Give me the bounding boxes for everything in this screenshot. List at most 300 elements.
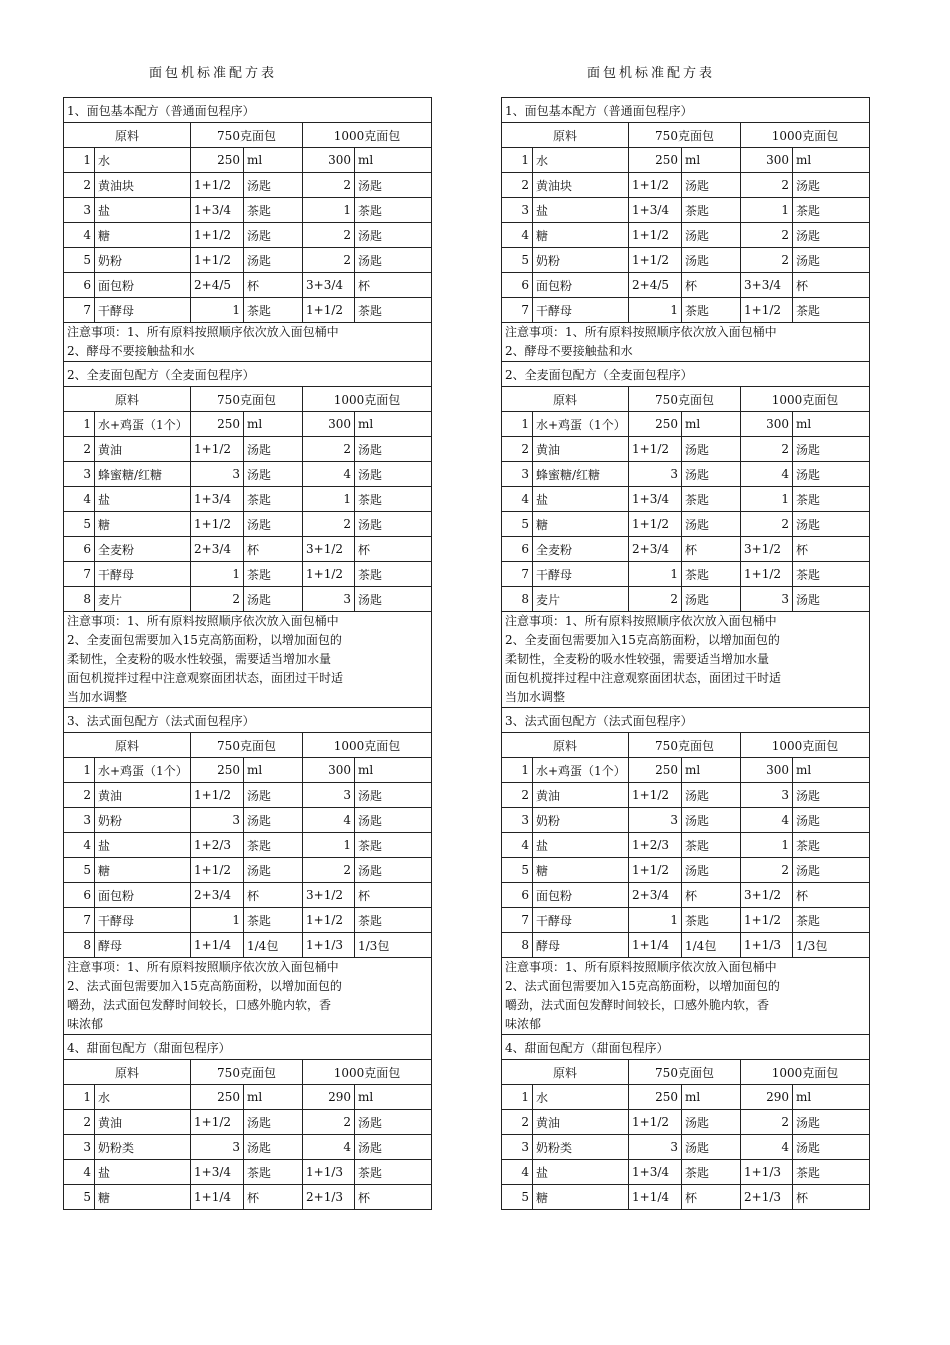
unit-750: 汤匙 <box>244 1135 303 1160</box>
amount-1000: 2 <box>741 223 793 248</box>
header-row <box>502 123 870 148</box>
row-number: 8 <box>64 933 95 958</box>
amount-1000: 2 <box>303 173 355 198</box>
table-row <box>502 808 870 833</box>
table-row <box>64 783 432 808</box>
table-row <box>64 487 432 512</box>
row-number: 2 <box>64 437 95 462</box>
amount-750: 250 <box>629 1085 682 1110</box>
row-number: 8 <box>64 587 95 612</box>
amount-1000: 2 <box>303 858 355 883</box>
amount-1000: 1+1/2 <box>741 562 793 587</box>
amount-750: 1+3/4 <box>629 198 682 223</box>
row-number: 2 <box>64 783 95 808</box>
unit-1000: 汤匙 <box>355 1110 432 1135</box>
unit-750: 汤匙 <box>682 462 741 487</box>
header-material: 原料 <box>502 1060 629 1085</box>
ingredient-name: 盐 <box>533 1160 629 1185</box>
recipe-title-row <box>64 708 432 733</box>
table-row <box>502 487 870 512</box>
note-line: 注意事项：1、所有原料按照顺序依次放入面包桶中 <box>505 614 777 628</box>
amount-1000: 3+1/2 <box>303 537 355 562</box>
amount-1000: 3+3/4 <box>741 273 793 298</box>
amount-750: 3 <box>191 808 244 833</box>
amount-1000: 2 <box>741 1110 793 1135</box>
unit-750: 汤匙 <box>682 1110 741 1135</box>
header-size-1000: 1000克面包 <box>303 1060 432 1085</box>
table-row <box>64 1160 432 1185</box>
unit-750: ml <box>244 1085 303 1110</box>
ingredient-name: 麦片 <box>95 587 191 612</box>
ingredient-name: 黄油 <box>533 437 629 462</box>
table-row <box>502 908 870 933</box>
amount-1000: 300 <box>303 758 355 783</box>
ingredient-name: 干酵母 <box>95 562 191 587</box>
ingredient-name: 糖 <box>533 512 629 537</box>
unit-1000: ml <box>355 758 432 783</box>
amount-750: 1 <box>629 908 682 933</box>
unit-1000: 杯 <box>355 883 432 908</box>
ingredient-name: 黄油块 <box>95 173 191 198</box>
amount-750: 2+4/5 <box>629 273 682 298</box>
amount-750: 250 <box>191 412 244 437</box>
amount-750: 1 <box>191 562 244 587</box>
header-size-750: 750克面包 <box>191 123 303 148</box>
amount-750: 1+1/2 <box>629 248 682 273</box>
unit-1000: 汤匙 <box>355 223 432 248</box>
row-number: 4 <box>502 1160 533 1185</box>
recipe-title-row <box>502 1035 870 1060</box>
unit-1000: 杯 <box>355 1185 432 1210</box>
unit-750: 汤匙 <box>682 437 741 462</box>
amount-1000: 3+1/2 <box>741 883 793 908</box>
note-line: 嚼劲，法式面包发酵时间较长，口感外脆内软，香 <box>67 998 332 1012</box>
amount-750: 1+1/2 <box>191 248 244 273</box>
recipe-title: 4、甜面包配方（甜面包程序） <box>502 1035 870 1060</box>
row-number: 1 <box>64 1085 95 1110</box>
row-number: 6 <box>502 273 533 298</box>
unit-750: 汤匙 <box>682 783 741 808</box>
unit-750: 杯 <box>244 883 303 908</box>
row-number: 1 <box>64 758 95 783</box>
table-row <box>502 1160 870 1185</box>
row-number: 7 <box>64 562 95 587</box>
unit-750: 汤匙 <box>244 808 303 833</box>
note-line: 2、酵母不要接触盐和水 <box>67 344 195 358</box>
row-number: 3 <box>502 808 533 833</box>
amount-750: 250 <box>629 758 682 783</box>
unit-750: 汤匙 <box>682 223 741 248</box>
ingredient-name: 黄油块 <box>533 173 629 198</box>
unit-750: 杯 <box>682 883 741 908</box>
unit-1000: 汤匙 <box>793 587 870 612</box>
header-size-750: 750克面包 <box>191 1060 303 1085</box>
header-size-1000: 1000克面包 <box>303 387 432 412</box>
amount-750: 1+1/2 <box>191 223 244 248</box>
amount-1000: 3+3/4 <box>303 273 355 298</box>
unit-1000: 茶匙 <box>355 487 432 512</box>
amount-750: 250 <box>629 148 682 173</box>
row-number: 5 <box>64 858 95 883</box>
recipe-notes <box>502 958 870 1035</box>
amount-1000: 3 <box>741 783 793 808</box>
row-number: 8 <box>502 587 533 612</box>
amount-1000: 2 <box>741 173 793 198</box>
note-line: 面包机搅拌过程中注意观察面团状态，面团过干时适 <box>67 671 344 685</box>
ingredient-name: 水 <box>533 148 629 173</box>
ingredient-name: 水+鸡蛋（1个） <box>533 412 629 437</box>
amount-1000: 2 <box>741 248 793 273</box>
amount-1000: 3+1/2 <box>303 883 355 908</box>
header-size-1000: 1000克面包 <box>303 123 432 148</box>
amount-1000: 290 <box>303 1085 355 1110</box>
amount-1000: 300 <box>303 148 355 173</box>
unit-1000: 汤匙 <box>793 512 870 537</box>
table-row <box>502 223 870 248</box>
ingredient-name: 面包粉 <box>533 273 629 298</box>
note-line: 2、法式面包需要加入15克高筋面粉，以增加面包的 <box>505 979 780 993</box>
amount-750: 1+1/4 <box>629 1185 682 1210</box>
table-row <box>502 1110 870 1135</box>
header-size-1000: 1000克面包 <box>741 1060 870 1085</box>
row-number: 5 <box>502 1185 533 1210</box>
ingredient-name: 糖 <box>95 1185 191 1210</box>
amount-1000: 2 <box>303 1110 355 1135</box>
ingredient-name: 糖 <box>533 1185 629 1210</box>
notes-row <box>64 323 432 362</box>
unit-750: 茶匙 <box>682 298 741 323</box>
amount-1000: 1+1/2 <box>303 908 355 933</box>
unit-1000: 汤匙 <box>793 437 870 462</box>
amount-750: 1+1/2 <box>629 783 682 808</box>
amount-750: 1+1/2 <box>629 173 682 198</box>
unit-750: 汤匙 <box>244 248 303 273</box>
amount-1000: 3 <box>303 587 355 612</box>
ingredient-name: 盐 <box>95 198 191 223</box>
note-line: 面包机搅拌过程中注意观察面团状态，面团过干时适 <box>505 671 782 685</box>
unit-750: 茶匙 <box>682 833 741 858</box>
amount-1000: 300 <box>303 412 355 437</box>
row-number: 2 <box>502 1110 533 1135</box>
unit-1000: 汤匙 <box>793 783 870 808</box>
amount-1000: 3 <box>303 783 355 808</box>
amount-1000: 2 <box>303 223 355 248</box>
row-number: 3 <box>64 462 95 487</box>
unit-750: 汤匙 <box>244 587 303 612</box>
unit-750: 杯 <box>682 1185 741 1210</box>
amount-750: 1+1/4 <box>191 1185 244 1210</box>
row-number: 1 <box>502 412 533 437</box>
unit-750: 汤匙 <box>244 462 303 487</box>
amount-750: 1+1/2 <box>629 858 682 883</box>
header-size-1000: 1000克面包 <box>741 387 870 412</box>
header-size-1000: 1000克面包 <box>303 733 432 758</box>
unit-1000: 杯 <box>793 883 870 908</box>
table-row <box>64 273 432 298</box>
amount-750: 1+1/2 <box>191 437 244 462</box>
unit-1000: 汤匙 <box>793 223 870 248</box>
header-size-750: 750克面包 <box>629 1060 741 1085</box>
unit-750: 汤匙 <box>244 858 303 883</box>
recipe-title: 1、面包基本配方（普通面包程序） <box>64 98 432 123</box>
amount-1000: 1+1/2 <box>741 298 793 323</box>
ingredient-name: 面包粉 <box>95 883 191 908</box>
note-line: 柔韧性，全麦粉的吸水性较强，需要适当增加水量 <box>67 652 332 666</box>
amount-1000: 1+1/3 <box>303 1160 355 1185</box>
amount-1000: 4 <box>303 1135 355 1160</box>
amount-750: 1+1/2 <box>191 173 244 198</box>
recipe-notes <box>64 323 432 362</box>
unit-1000: 茶匙 <box>355 833 432 858</box>
unit-1000: 汤匙 <box>355 587 432 612</box>
amount-750: 1+3/4 <box>191 1160 244 1185</box>
unit-1000: 茶匙 <box>793 487 870 512</box>
notes-row <box>502 958 870 1035</box>
ingredient-name: 蜂蜜糖/红糖 <box>95 462 191 487</box>
unit-750: 茶匙 <box>682 487 741 512</box>
amount-1000: 1 <box>303 487 355 512</box>
unit-750: 汤匙 <box>244 173 303 198</box>
table-row <box>502 1085 870 1110</box>
ingredient-name: 水 <box>95 148 191 173</box>
amount-1000: 1+1/3 <box>303 933 355 958</box>
amount-750: 1+1/2 <box>629 437 682 462</box>
recipe-title: 4、甜面包配方（甜面包程序） <box>64 1035 432 1060</box>
unit-1000: 汤匙 <box>355 462 432 487</box>
amount-750: 1+1/2 <box>191 783 244 808</box>
unit-750: 汤匙 <box>682 858 741 883</box>
row-number: 2 <box>64 1110 95 1135</box>
unit-750: 汤匙 <box>244 437 303 462</box>
ingredient-name: 干酵母 <box>533 298 629 323</box>
amount-750: 1+1/2 <box>191 1110 244 1135</box>
unit-1000: 汤匙 <box>793 808 870 833</box>
table-row <box>64 833 432 858</box>
ingredient-name: 水+鸡蛋（1个） <box>95 412 191 437</box>
header-size-750: 750克面包 <box>629 387 741 412</box>
row-number: 6 <box>64 273 95 298</box>
table-row <box>502 198 870 223</box>
unit-750: 杯 <box>682 273 741 298</box>
amount-1000: 1+1/2 <box>303 562 355 587</box>
unit-1000: 汤匙 <box>355 808 432 833</box>
ingredient-name: 全麦粉 <box>533 537 629 562</box>
unit-750: ml <box>244 148 303 173</box>
unit-1000: 汤匙 <box>793 858 870 883</box>
note-line: 注意事项：1、所有原料按照顺序依次放入面包桶中 <box>67 325 339 339</box>
unit-750: 汤匙 <box>682 173 741 198</box>
table-row <box>64 512 432 537</box>
amount-750: 250 <box>629 412 682 437</box>
unit-750: 杯 <box>244 273 303 298</box>
ingredient-name: 盐 <box>95 833 191 858</box>
header-size-750: 750克面包 <box>191 733 303 758</box>
notes-row <box>502 612 870 708</box>
unit-750: 茶匙 <box>244 562 303 587</box>
amount-1000: 4 <box>741 808 793 833</box>
amount-750: 3 <box>629 808 682 833</box>
amount-1000: 2 <box>303 512 355 537</box>
header-size-1000: 1000克面包 <box>741 733 870 758</box>
table-row <box>502 587 870 612</box>
unit-750: 汤匙 <box>244 223 303 248</box>
ingredient-name: 干酵母 <box>95 908 191 933</box>
unit-1000: ml <box>793 1085 870 1110</box>
unit-1000: 1/3包 <box>355 933 432 958</box>
note-line: 注意事项：1、所有原料按照顺序依次放入面包桶中 <box>505 325 777 339</box>
amount-750: 1 <box>629 562 682 587</box>
table-row <box>502 148 870 173</box>
header-row <box>64 387 432 412</box>
unit-750: 汤匙 <box>682 248 741 273</box>
note-line: 嚼劲，法式面包发酵时间较长，口感外脆内软，香 <box>505 998 770 1012</box>
note-line: 味浓郁 <box>505 1017 542 1031</box>
table-row <box>502 1135 870 1160</box>
ingredient-name: 奶粉 <box>533 248 629 273</box>
amount-750: 2 <box>629 587 682 612</box>
header-row <box>502 1060 870 1085</box>
header-material: 原料 <box>64 387 191 412</box>
ingredient-name: 蜂蜜糖/红糖 <box>533 462 629 487</box>
unit-1000: 汤匙 <box>355 512 432 537</box>
unit-750: 茶匙 <box>244 833 303 858</box>
amount-750: 1 <box>191 908 244 933</box>
amount-1000: 4 <box>303 808 355 833</box>
header-material: 原料 <box>64 733 191 758</box>
unit-750: ml <box>244 412 303 437</box>
table-row <box>64 1185 432 1210</box>
unit-750: 杯 <box>682 537 741 562</box>
row-number: 8 <box>502 933 533 958</box>
amount-750: 3 <box>191 1135 244 1160</box>
recipe-table <box>501 97 870 1210</box>
unit-1000: 汤匙 <box>355 783 432 808</box>
amount-750: 2+4/5 <box>191 273 244 298</box>
table-row <box>502 833 870 858</box>
unit-1000: 汤匙 <box>793 1110 870 1135</box>
table-row <box>64 858 432 883</box>
amount-1000: 300 <box>741 148 793 173</box>
ingredient-name: 水+鸡蛋（1个） <box>533 758 629 783</box>
row-number: 6 <box>502 537 533 562</box>
table-row <box>502 562 870 587</box>
amount-1000: 1+1/2 <box>741 908 793 933</box>
amount-1000: 2 <box>741 512 793 537</box>
recipe-title-row <box>502 98 870 123</box>
amount-750: 1+1/2 <box>629 1110 682 1135</box>
amount-750: 2+3/4 <box>191 537 244 562</box>
recipe-title: 2、全麦面包配方（全麦面包程序） <box>502 362 870 387</box>
unit-750: 汤匙 <box>682 808 741 833</box>
unit-1000: ml <box>355 148 432 173</box>
row-number: 2 <box>502 173 533 198</box>
table-row <box>64 1110 432 1135</box>
ingredient-name: 全麦粉 <box>95 537 191 562</box>
unit-1000: ml <box>793 148 870 173</box>
recipe-notes <box>502 323 870 362</box>
unit-1000: 汤匙 <box>355 248 432 273</box>
ingredient-name: 干酵母 <box>95 298 191 323</box>
note-line: 2、法式面包需要加入15克高筋面粉，以增加面包的 <box>67 979 342 993</box>
recipe-title: 3、法式面包配方（法式面包程序） <box>64 708 432 733</box>
table-row <box>64 412 432 437</box>
amount-750: 3 <box>629 1135 682 1160</box>
unit-1000: 汤匙 <box>355 173 432 198</box>
unit-750: 汤匙 <box>682 587 741 612</box>
notes-row <box>502 323 870 362</box>
ingredient-name: 盐 <box>533 198 629 223</box>
recipe-notes <box>64 612 432 708</box>
amount-1000: 1 <box>741 833 793 858</box>
row-number: 4 <box>502 223 533 248</box>
unit-1000: 1/3包 <box>793 933 870 958</box>
table-row <box>502 437 870 462</box>
ingredient-name: 糖 <box>95 512 191 537</box>
header-material: 原料 <box>502 733 629 758</box>
unit-750: 杯 <box>244 1185 303 1210</box>
table-row <box>64 437 432 462</box>
amount-750: 1+2/3 <box>191 833 244 858</box>
amount-1000: 2+1/3 <box>303 1185 355 1210</box>
unit-750: ml <box>682 758 741 783</box>
amount-750: 2+3/4 <box>191 883 244 908</box>
table-row <box>64 1135 432 1160</box>
unit-1000: 杯 <box>793 537 870 562</box>
row-number: 3 <box>502 1135 533 1160</box>
ingredient-name: 奶粉 <box>533 808 629 833</box>
amount-750: 1+1/2 <box>191 512 244 537</box>
amount-1000: 1 <box>741 487 793 512</box>
unit-1000: 茶匙 <box>793 198 870 223</box>
ingredient-name: 奶粉类 <box>95 1135 191 1160</box>
unit-750: 汤匙 <box>682 1135 741 1160</box>
amount-750: 1+1/4 <box>191 933 244 958</box>
row-number: 1 <box>502 1085 533 1110</box>
table-row <box>64 173 432 198</box>
amount-1000: 1+1/2 <box>303 298 355 323</box>
table-row <box>502 248 870 273</box>
unit-1000: 汤匙 <box>793 173 870 198</box>
note-line: 2、酵母不要接触盐和水 <box>505 344 633 358</box>
header-material: 原料 <box>64 123 191 148</box>
table-row <box>64 148 432 173</box>
amount-750: 250 <box>191 148 244 173</box>
row-number: 3 <box>64 198 95 223</box>
note-line: 2、全麦面包需要加入15克高筋面粉，以增加面包的 <box>67 633 342 647</box>
table-row <box>64 908 432 933</box>
amount-750: 3 <box>629 462 682 487</box>
table-row <box>64 248 432 273</box>
row-number: 7 <box>502 562 533 587</box>
amount-1000: 4 <box>303 462 355 487</box>
amount-1000: 4 <box>741 1135 793 1160</box>
ingredient-name: 糖 <box>533 223 629 248</box>
ingredient-name: 糖 <box>533 858 629 883</box>
note-line: 味浓郁 <box>67 1017 104 1031</box>
ingredient-name: 水 <box>95 1085 191 1110</box>
note-line: 注意事项：1、所有原料按照顺序依次放入面包桶中 <box>67 960 339 974</box>
amount-750: 250 <box>191 1085 244 1110</box>
unit-750: 茶匙 <box>244 487 303 512</box>
table-row <box>64 1085 432 1110</box>
row-number: 7 <box>64 908 95 933</box>
unit-1000: 茶匙 <box>355 198 432 223</box>
unit-750: 1/4包 <box>682 933 741 958</box>
amount-1000: 1+1/3 <box>741 933 793 958</box>
recipe-title-row <box>502 708 870 733</box>
table-row <box>502 1185 870 1210</box>
ingredient-name: 糖 <box>95 223 191 248</box>
